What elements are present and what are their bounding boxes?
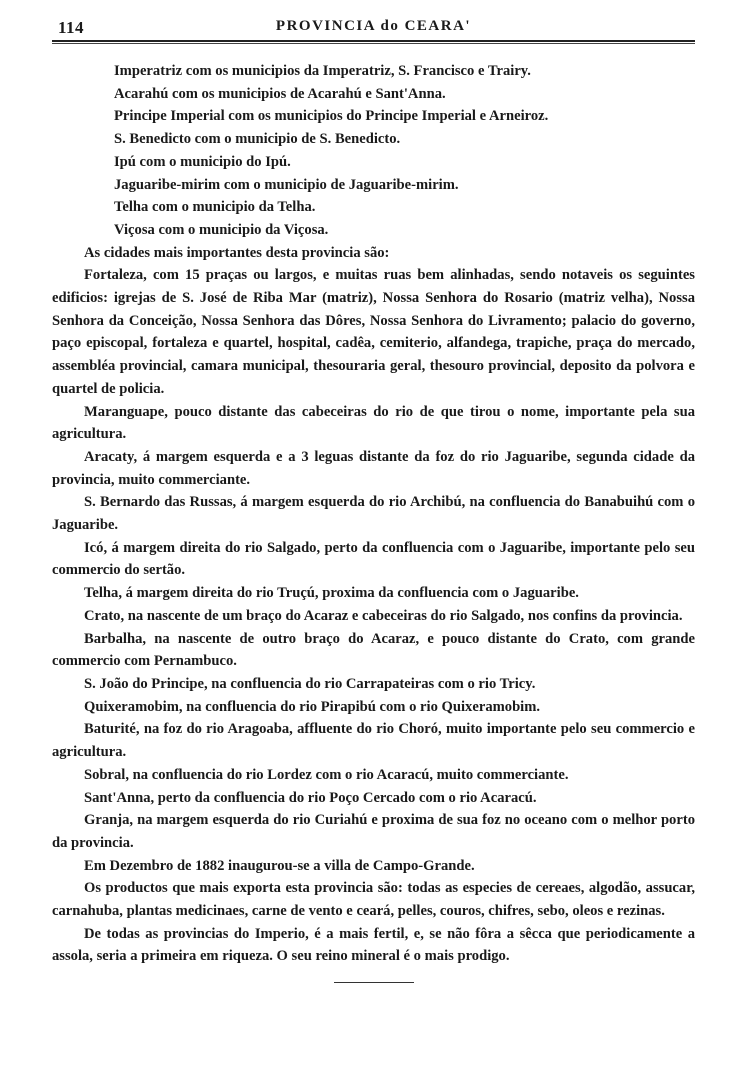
header-rule — [52, 40, 695, 42]
paragraph: Baturité, na foz do rio Aragoaba, affluente do rio Choró, muito importante pelo seu commercio e agricultura. — [52, 721, 695, 761]
header-rule-thin — [52, 43, 695, 44]
paragraph: Maranguape, pouco distante das cabeceiras do rio de que tirou o nome, importante pela sua agricultura. — [52, 403, 695, 443]
paragraph: As cidades mais importantes desta provincia são: — [84, 244, 390, 261]
municipio-line: Acarahú com os municipios de Acarahú e Sant'Anna. — [114, 85, 446, 102]
paragraph: Granja, na margem esquerda do rio Curiahú e proxima de sua foz no oceano com o melhor porto da provincia. — [52, 812, 695, 851]
page-body — [52, 60, 695, 983]
municipio-line: Viçosa com o municipio da Viçosa. — [114, 221, 329, 238]
paragraph: Crato, na nascente de um braço do Acaraz e cabeceiras do rio Salgado, nos confins da provincia. — [84, 607, 683, 624]
municipio-line: Telha com o municipio da Telha. — [114, 199, 316, 216]
page-header — [52, 14, 695, 36]
paragraph: Os productos que mais exporta esta provincia são: todas as especies de cereaes, algodão, assucar, carnahuba, plantas medicinaes, carne de vento e ceará, pelles, couros, chifres, sebo, oleos e rezinas. — [52, 880, 695, 920]
paragraph: Aracaty, á margem esquerda e a 3 leguas distante da foz do rio Jaguaribe, segunda cidade da provincia, muito commerciante. — [52, 448, 695, 488]
paragraph: Icó, á margem direita do rio Salgado, perto da confluencia com o Jaguaribe, importante pelo seu commercio do sertão. — [52, 539, 695, 579]
page-number: 114 — [58, 18, 85, 37]
paragraph: Sobral, na confluencia do rio Lordez com o rio Acaracú, muito commerciante. — [84, 766, 569, 783]
municipio-line: S. Benedicto com o municipio de S. Benedicto. — [114, 131, 401, 148]
running-head: PROVINCIA do CEARA' — [275, 18, 472, 34]
paragraph: Sant'Anna, perto da confluencia do rio Poço Cercado com o rio Acaracú. — [84, 789, 537, 806]
municipio-line: Principe Imperial com os municipios do Principe Imperial e Arneiroz. — [114, 108, 549, 125]
paragraph: S. Bernardo das Russas, á margem esquerda do rio Archibú, na confluencia do Banabuihú com o Jaguaribe. — [52, 494, 695, 534]
paragraph: S. João do Principe, na confluencia do rio Carrapateiras com o rio Tricy. — [84, 675, 536, 692]
municipio-line: Imperatriz com os municipios da Imperatriz, S. Francisco e Trairy. — [114, 63, 531, 79]
paragraph: Em Dezembro de 1882 inaugurou-se a villa de Campo-Grande. — [84, 857, 475, 874]
closing-rule — [334, 982, 414, 983]
paragraph: De todas as provincias do Imperio, é a mais fertil, e, se não fôra a sêcca que periodicamente a assola, seria a primeira em riqueza. O seu reino mineral é o mais prodigo. — [52, 925, 695, 965]
municipio-line: Jaguaribe-mirim com o municipio de Jaguaribe-mirim. — [114, 176, 459, 193]
municipio-line: Ipú com o municipio do Ipú. — [114, 153, 291, 170]
paragraph: Fortaleza, com 15 praças ou largos, e muitas ruas bem alinhadas, sendo notaveis os seguintes edificios: igrejas de S. José de Riba Mar (matriz), Nossa Senhora do Rosario (matriz velha), Nossa Senhora da Conceição, Nossa Senhora das Dôres, Nossa Senhora do Livramento; palacio do governo, paço episcopal, fortaleza e quartel, hospital, cadêa, cemiterio, alfandega, trapiche, praça do mercado, assembléa provincial, camara municipal, thesouraria geral, thesouro provincial, deposito da polvora e quartel de policia. — [52, 267, 695, 397]
paragraph: Barbalha, na nascente de outro braço do Acaraz, e pouco distante do Crato, com grande commercio com Pernambuco. — [52, 630, 695, 670]
paragraph: Telha, á margem direita do rio Truçú, proxima da confluencia com o Jaguaribe. — [84, 585, 579, 602]
paragraph: Quixeramobim, na confluencia do rio Pirapibú com o rio Quixeramobim. — [84, 698, 541, 715]
